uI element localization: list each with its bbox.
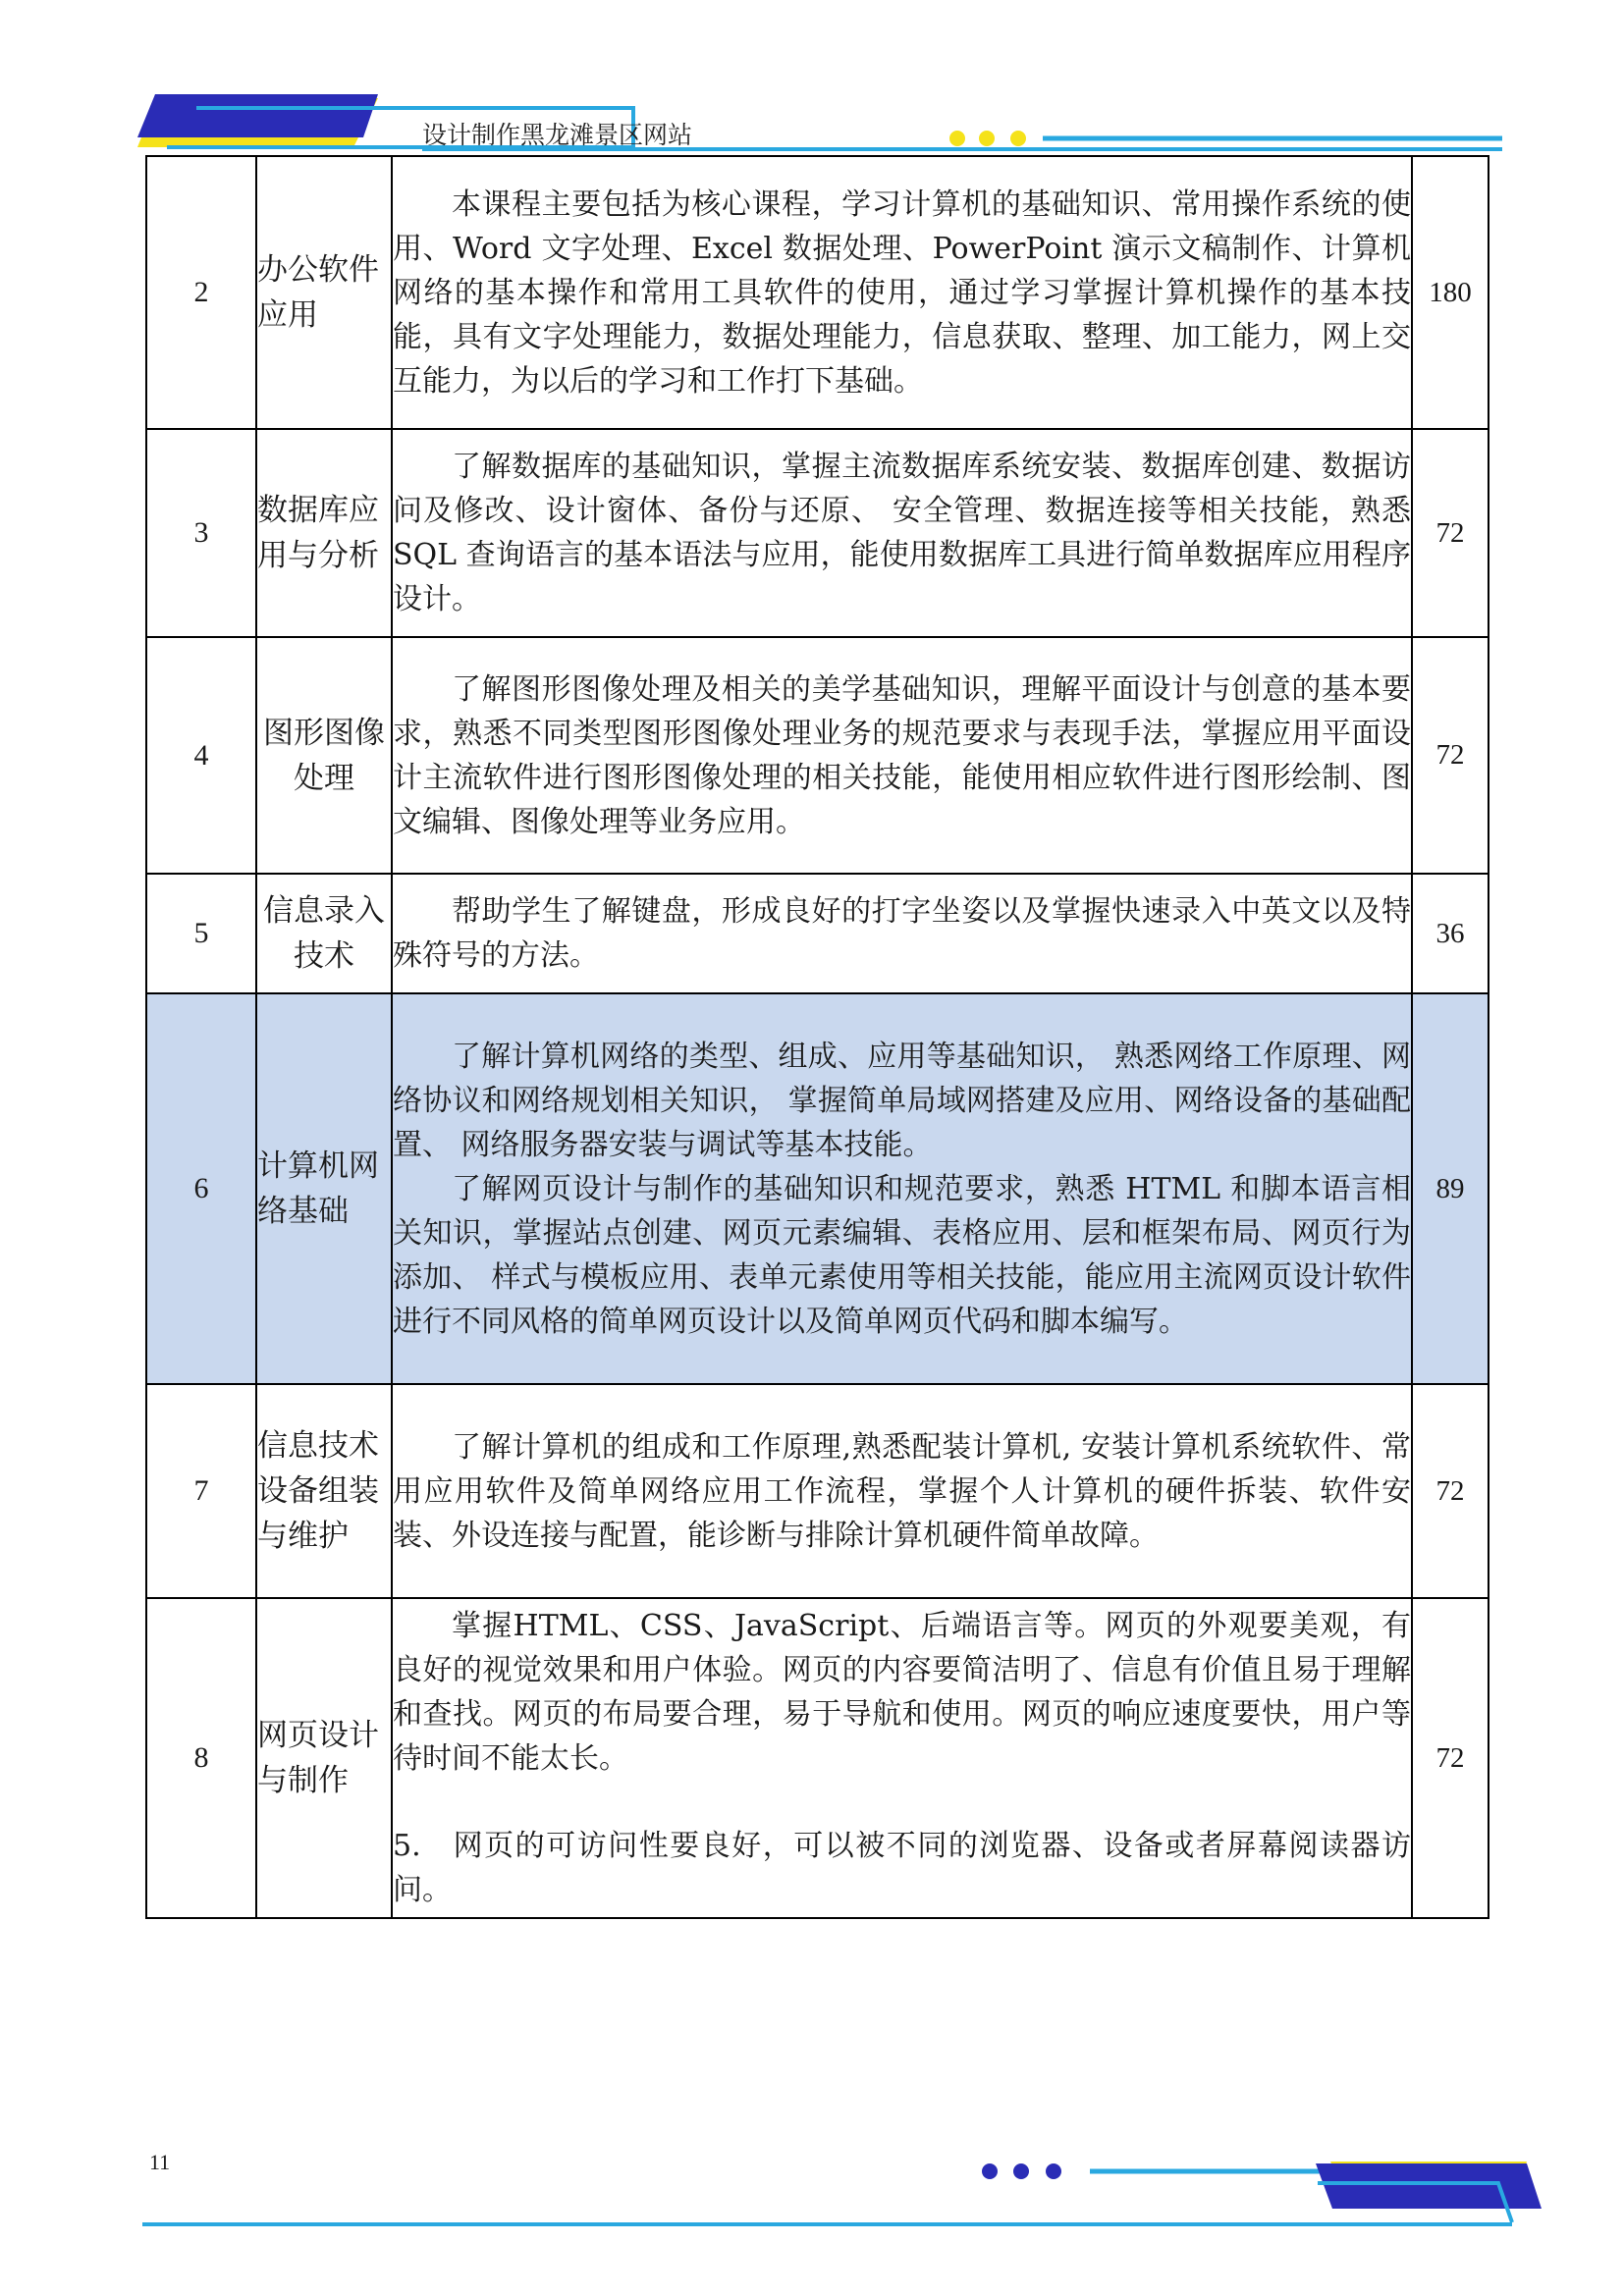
table-row [146,1598,1489,1918]
table-row-highlighted [146,993,1489,1384]
footer-dot-3 [1046,2163,1061,2179]
course-description [392,874,1412,993]
course-hours: 36 [1412,874,1489,993]
course-description [392,1598,1412,1918]
description-paragraph: 帮助学生了解键盘，形成良好的打字坐姿以及掌握快速录入中英文以及特殊符号的方法。 [393,894,1411,973]
description-paragraph: 5. 网页的可访问性要良好，可以被不同的浏览器、设备或者屏幕阅读器访问。 [393,1829,1411,1907]
course-name: 图形图像处理 [256,637,392,874]
description-paragraph: 掌握HTML、CSS、JavaScript、后端语言等。网页的外观要美观，有良好的视觉效果和用户体验。网页的内容要简洁明了、信息有价值且易于理解和查找。网页的布局要合理，易于导航和使用。网页的响应速度要快，用户等待时间不能太长。 [393,1609,1411,1776]
course-hours: 180 [1412,156,1489,429]
footer-blue-parallelogram [1316,2163,1542,2209]
header-decoration [0,0,1624,167]
table-row [146,156,1489,429]
course-name: 信息技术设备组装与维护 [256,1384,392,1598]
course-name: 计算机网络基础 [256,993,392,1384]
page-number: 11 [149,2150,171,2174]
course-name: 信息录入技术 [256,874,392,993]
course-name: 网页设计与制作 [256,1598,392,1918]
description-paragraph: 了解图形图像处理及相关的美学基础知识，理解平面设计与创意的基本要求，熟悉不同类型图形图像处理业务的规范要求与表现手法，掌握应用平面设计主流软件进行图形图像处理的相关技能，能使用相应软件进行图形绘制、图文编辑、图像处理等业务应用。 [393,671,1411,839]
course-name: 数据库应用与分析 [256,429,392,637]
header-title: 设计制作黑龙滩景区网站 [422,121,693,149]
table-row [146,637,1489,874]
footer-decoration [0,2140,1624,2248]
course-description [392,429,1412,637]
header-dot-2 [979,131,995,146]
course-description [392,156,1412,429]
header-dot-1 [949,131,965,146]
course-description [392,637,1412,874]
table-row [146,874,1489,993]
header-blue-parallelogram [137,94,378,137]
footer-dot-2 [1013,2163,1029,2179]
course-table [145,155,1489,1919]
course-no: 6 [146,993,256,1384]
course-no: 7 [146,1384,256,1598]
course-hours: 72 [1412,1384,1489,1598]
course-hours: 72 [1412,1598,1489,1918]
course-name: 办公软件应用 [256,156,392,429]
description-paragraph: 了解计算机网络的类型、组成、应用等基础知识， 熟悉网络工作原理、网络协议和网络规划相关知识， 掌握简单局域网搭建及应用、网络设备的基础配置、 网络服务器安装与调试等基本技能。 [393,1039,1411,1162]
table-row [146,1384,1489,1598]
course-no: 4 [146,637,256,874]
course-no: 5 [146,874,256,993]
footer-dot-1 [982,2163,998,2179]
course-no: 3 [146,429,256,637]
table-row [146,429,1489,637]
description-paragraph: 了解网页设计与制作的基础知识和规范要求，熟悉 HTML 和脚本语言相关知识，掌握站点创建、网页元素编辑、表格应用、层和框架布局、网页行为添加、 样式与模板应用、表单元素使用等相关技能，能应用主流网页设计软件进行不同风格的简单网页设计以及简单网页代码和脚本编写。 [393,1171,1411,1339]
description-paragraph: 了解数据库的基础知识，掌握主流数据库系统安装、数据库创建、数据访问及修改、设计窗体、备份与还原、 安全管理、数据连接等相关技能，熟悉 SQL 查询语言的基本语法与应用，能使用数据库工具进行简单数据库应用程序设计。 [393,450,1411,616]
course-no: 8 [146,1598,256,1918]
header-dot-3 [1010,131,1026,146]
course-no: 2 [146,156,256,429]
description-paragraph: 了解计算机的组成和工作原理,熟悉配装计算机, 安装计算机系统软件、常用应用软件及简单网络应用工作流程，掌握个人计算机的硬件拆装、软件安装、外设连接与配置，能诊断与排除计算机硬件简单故障。 [393,1429,1411,1553]
course-hours: 72 [1412,637,1489,874]
course-hours: 72 [1412,429,1489,637]
course-description [392,1384,1412,1598]
course-description [392,993,1412,1384]
course-hours: 89 [1412,993,1489,1384]
description-paragraph: 本课程主要包括为核心课程，学习计算机的基础知识、常用操作系统的使用、Word 文字处理、Excel 数据处理、PowerPoint 演示文稿制作、计算机网络的基本操作和常用工具软件的使用，通过学习掌握计算机操作的基本技能，具有文字处理能力，数据处理能力，信息获取、整理、加工能力，网上交互能力，为以后的学习和工作打下基础。 [393,187,1411,399]
